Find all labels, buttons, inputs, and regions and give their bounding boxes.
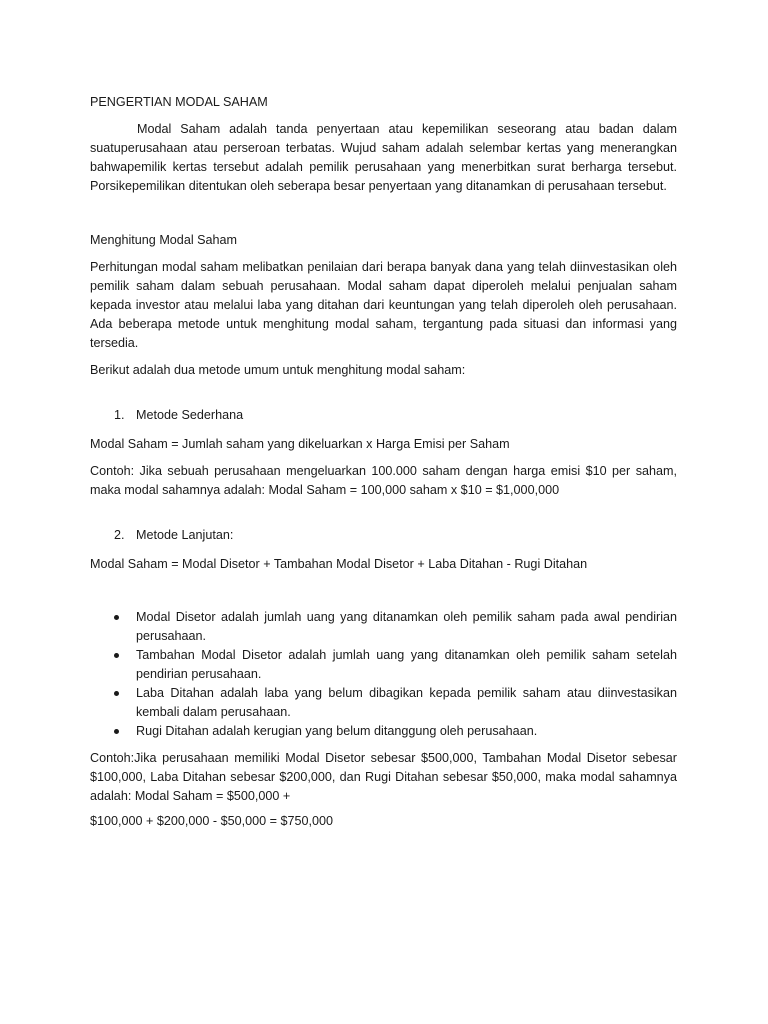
spacer: [90, 508, 677, 526]
bullet-text: Modal Disetor adalah jumlah uang yang ditanamkan oleh pemilik saham pada awal pendirian perusahaan.: [136, 610, 677, 643]
document-body: [90, 93, 677, 831]
document-title: PENGERTIAN MODAL SAHAM: [90, 95, 268, 109]
method-1-heading: [90, 406, 677, 425]
method-2-heading: [90, 526, 677, 545]
method-2-example: Contoh:Jika perusahaan memiliki Modal Disetor sebesar $500,000, Tambahan Modal Disetor sebesar $100,000, Laba Ditahan sebesar $200,000, dan Rugi Ditahan sebesar $50,000, maka modal sahamnya adalah: Modal Saham = $500,000 +: [90, 751, 677, 803]
bullet-icon: [114, 615, 119, 620]
bullet-icon: [114, 653, 119, 658]
method-1-formula: Modal Saham = Jumlah saham yang dikeluarkan x Harga Emisi per Saham: [90, 437, 510, 451]
list-item: [90, 646, 677, 684]
method-2-formula: Modal Saham = Modal Disetor + Tambahan Modal Disetor + Laba Ditahan - Rugi Ditahan: [90, 557, 588, 571]
list-item: [90, 608, 677, 646]
list-item: [90, 722, 677, 741]
method-2-number: 2.: [114, 528, 125, 542]
bullet-icon: [114, 729, 119, 734]
bullet-icon: [114, 691, 119, 696]
method-2-bullet-list: [90, 608, 677, 741]
bullet-text: Tambahan Modal Disetor adalah jumlah uang yang ditanamkan oleh pemilik saham setelah pendirian perusahaan.: [136, 648, 677, 681]
section-paragraph-1: Perhitungan modal saham melibatkan penilaian dari berapa banyak dana yang telah diinvestasikan oleh pemilik saham dalam sebuah perusahaan. Modal saham dapat diperoleh melalui penjualan saham kepada investor atau melalui laba yang ditahan dari keuntungan yang telah diperoleh oleh perusahaan. Ada beberapa metode untuk menghitung modal saham, tergantung pada situasi dan informasi yang tersedia.: [90, 260, 677, 350]
method-2-title: Metode Lanjutan:: [136, 528, 234, 542]
method-1-title: Metode Sederhana: [136, 408, 244, 422]
spacer: [90, 574, 677, 608]
spacer: [90, 388, 677, 406]
section-paragraph-2: Berikut adalah dua metode umum untuk menghitung modal saham:: [90, 363, 466, 377]
list-item: [90, 684, 677, 722]
bullet-text: Rugi Ditahan adalah kerugian yang belum ditanggung oleh perusahaan.: [136, 724, 538, 738]
method-1-number: 1.: [114, 408, 125, 422]
spacer: [90, 196, 677, 231]
method-2-example-result: $100,000 + $200,000 - $50,000 = $750,000: [90, 814, 334, 828]
section-heading: Menghitung Modal Saham: [90, 233, 238, 247]
bullet-text: Laba Ditahan adalah laba yang belum dibagikan kepada pemilik saham atau diinvestasikan kembali dalam perusahaan.: [136, 686, 677, 719]
intro-paragraph: Modal Saham adalah tanda penyertaan atau kepemilikan seseorang atau badan dalam suatuperusahaan atau perseroan terbatas. Wujud saham adalah selembar kertas yang menerangkan bahwapemilik kertas tersebut adalah pemilik perusahaan yang menerbitkan surat berharga tersebut. Porsikepemilikan ditentukan oleh seberapa besar penyertaan yang ditanamkan di perusahaan tersebut.: [90, 122, 677, 193]
method-1-example: Contoh: Jika sebuah perusahaan mengeluarkan 100.000 saham dengan harga emisi $10 per saham, maka modal sahamnya adalah: Modal Saham = 100,000 saham x $10 = $1,000,000: [90, 464, 677, 497]
